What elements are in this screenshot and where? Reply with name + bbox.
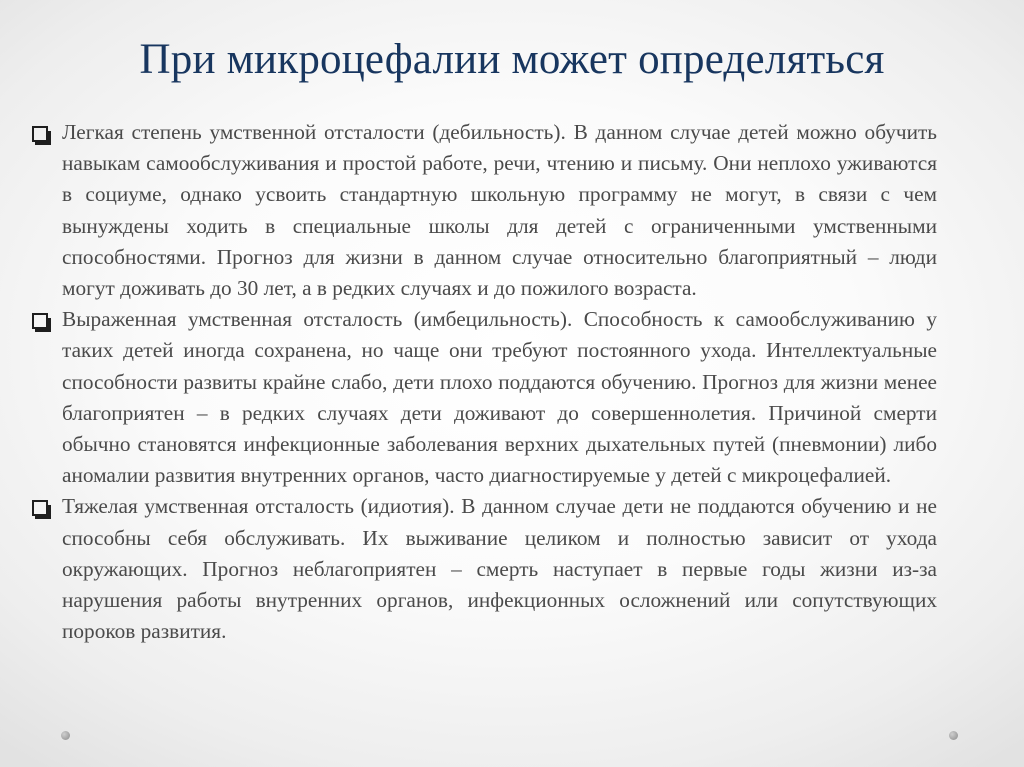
bullet-item-mild [27, 117, 937, 304]
checkbox-icon [32, 313, 48, 329]
bullet-list [27, 117, 937, 647]
bullet-item-severe [27, 491, 937, 647]
checkbox-icon [32, 500, 48, 516]
bullet-text-severe: Тяжелая умственная отсталость (идиотия). В данном случае дети не поддаются обучению и не способны себя обслуживать. Их выживание целиком и полностью зависит от ухода окружающих. Прогноз неблагоприятен – смерть наступает в первые годы жизни из-за нарушения работы внутренних органов, инфекционных осложнений или сопутствующих пороков развития. [62, 494, 937, 644]
bullet-text-moderate: Выраженная умственная отсталость (имбецильность). Способность к самообслуживанию у таких детей иногда сохранена, но чаще они требуют постоянного ухода. Интеллектуальные способности развиты крайне слабо, дети плохо поддаются обучению. Прогноз для жизни менее благоприятен – в редких случаях дети доживают до совершеннолетия. Причиной смерти обычно становятся инфекционные заболевания верхних дыхательных путей (пневмонии) либо аномалии развития внутренних органов, часто диагностируемые у детей с микроцефалией. [62, 307, 937, 488]
slide-title: При микроцефалии может определяться [139, 36, 885, 83]
bullet-item-moderate [27, 304, 937, 491]
checkbox-icon [32, 126, 48, 142]
bullet-text-mild: Легкая степень умственной отсталости (дебильность). В данном случае детей можно обучить навыкам самообслуживания и простой работе, речи, чтению и письму. Они неплохо уживаются в социуме, однако усвоить стандартную школьную программу не могут, в связи с чем вынуждены ходить в специальные школы для детей с ограниченными умственными способностями. Прогноз для жизни в данном случае относительно благоприятный – люди могут доживать до 30 лет, а в редких случаях и до пожилого возраста. [62, 120, 937, 301]
right-decorative-dot [949, 731, 958, 740]
left-decorative-dot [61, 731, 70, 740]
